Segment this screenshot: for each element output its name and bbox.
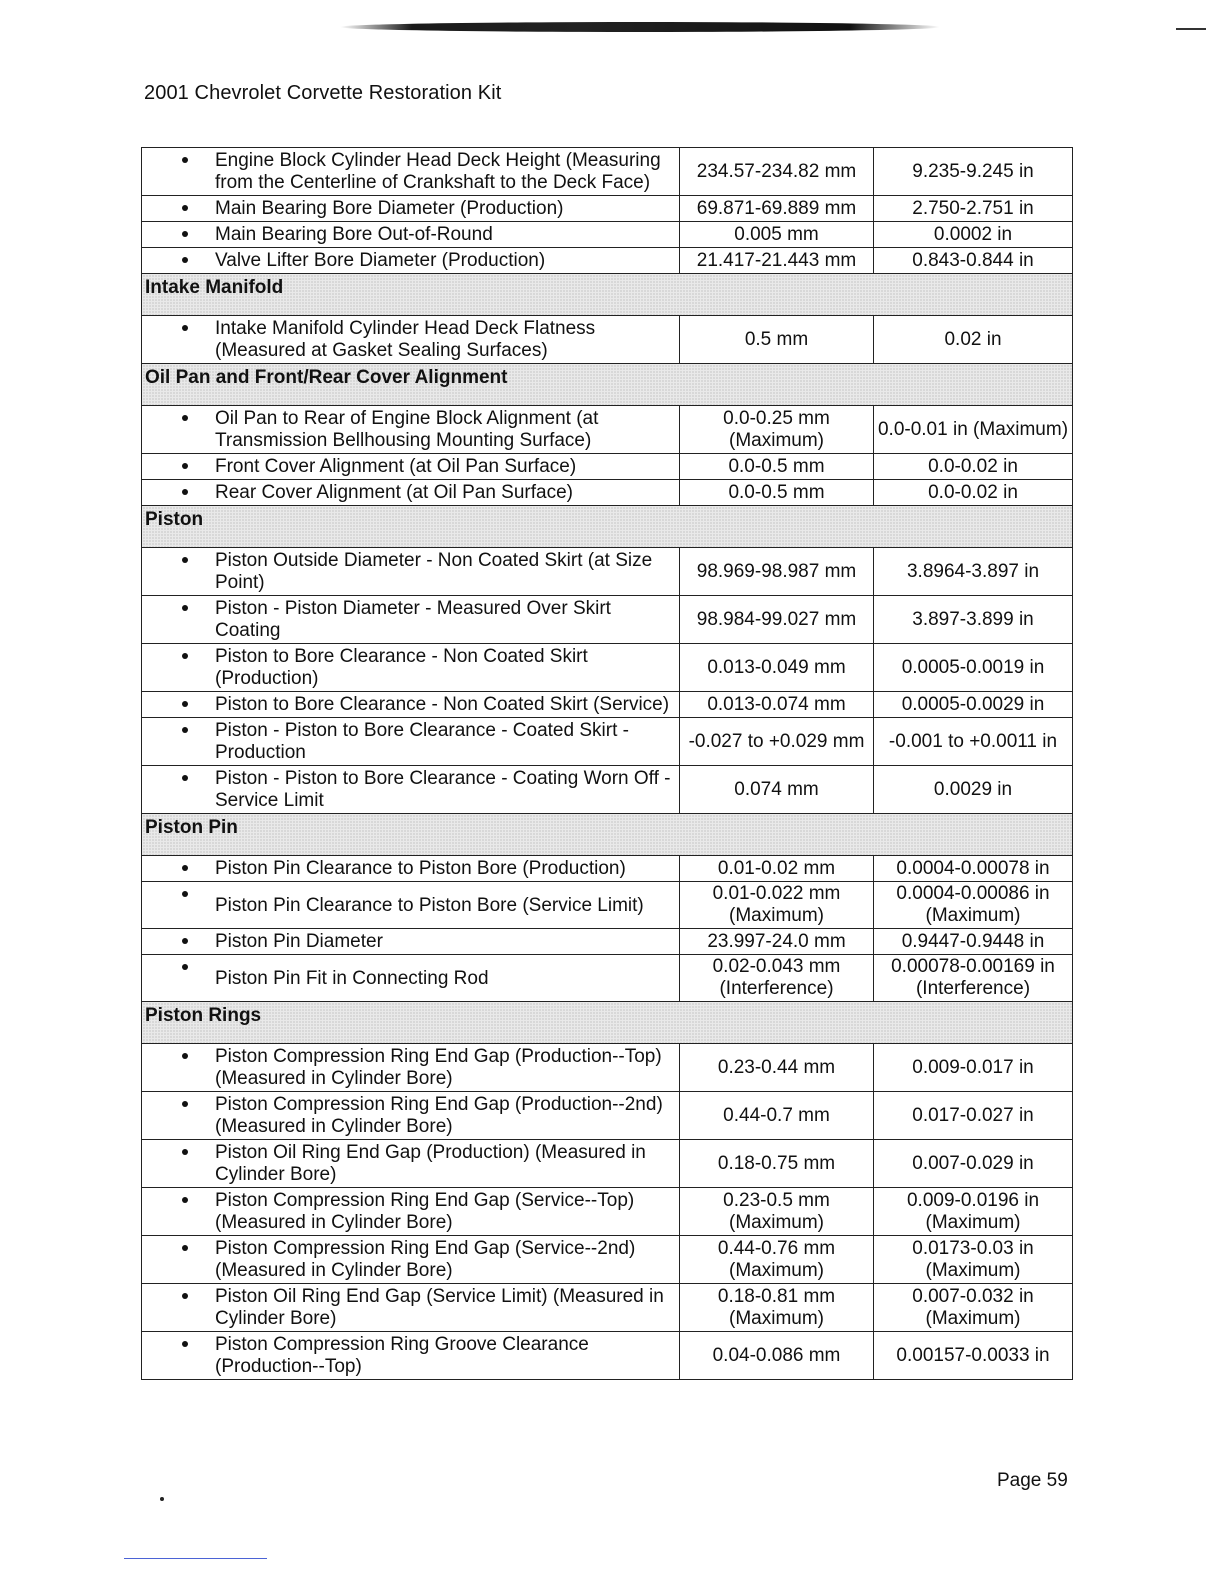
- metric-value: 0.44-0.76 mm (Maximum): [680, 1236, 874, 1284]
- spec-item-cell: [142, 882, 680, 929]
- page-number: Page 59: [997, 1470, 1068, 1491]
- english-value: 3.897-3.899 in: [874, 596, 1073, 644]
- bullet-icon: [182, 1293, 188, 1299]
- metric-value: 98.984-99.027 mm: [680, 596, 874, 644]
- spec-item-label: Piston Pin Clearance to Piston Bore (Service Limit): [215, 894, 644, 916]
- spec-item-label: Intake Manifold Cylinder Head Deck Flatness (Measured at Gasket Sealing Surfaces): [215, 318, 596, 361]
- table-row: [142, 882, 1073, 929]
- section-heading: Piston: [142, 506, 1073, 548]
- spec-item-cell: [142, 248, 680, 274]
- spec-item-cell: [142, 1044, 680, 1092]
- table-row: [142, 222, 1073, 248]
- table-row: [142, 1188, 1073, 1236]
- spec-item-label: Piston Pin Diameter: [215, 931, 383, 952]
- bullet-icon: [182, 1101, 188, 1107]
- english-value: 0.0004-0.00078 in: [874, 856, 1073, 882]
- metric-value: 0.01-0.02 mm: [680, 856, 874, 882]
- table-row: [142, 406, 1073, 454]
- spec-item-cell: [142, 1140, 680, 1188]
- metric-value: 0.23-0.5 mm (Maximum): [680, 1188, 874, 1236]
- section-heading: Piston Rings: [142, 1002, 1073, 1044]
- english-value: 9.235-9.245 in: [874, 148, 1073, 196]
- metric-value: 0.18-0.75 mm: [680, 1140, 874, 1188]
- table-row: [142, 196, 1073, 222]
- spec-item-cell: [142, 1188, 680, 1236]
- scan-artifact-dot: [160, 1497, 164, 1501]
- spec-item-label: Piston - Piston to Bore Clearance - Coating Worn Off - Service Limit: [215, 768, 671, 811]
- spec-item-cell: [142, 766, 680, 814]
- specification-table-body: [142, 148, 1073, 1380]
- metric-value: 0.18-0.81 mm (Maximum): [680, 1284, 874, 1332]
- metric-value: 0.01-0.022 mm (Maximum): [680, 882, 874, 929]
- english-value: 0.00078-0.00169 in (Interference): [874, 955, 1073, 1002]
- spec-item-label: Piston Pin Fit in Connecting Rod: [215, 967, 489, 989]
- spec-item-label: Main Bearing Bore Diameter (Production): [215, 198, 564, 219]
- english-value: -0.001 to +0.0011 in: [874, 718, 1073, 766]
- metric-value: 0.013-0.074 mm: [680, 692, 874, 718]
- scan-artifact-dash: [1176, 28, 1206, 30]
- spec-item-label: Piston Oil Ring End Gap (Production) (Measured in Cylinder Bore): [215, 1142, 646, 1185]
- metric-value: 0.04-0.086 mm: [680, 1332, 874, 1380]
- english-value: 0.007-0.029 in: [874, 1140, 1073, 1188]
- table-row: [142, 718, 1073, 766]
- english-value: 0.009-0.0196 in (Maximum): [874, 1188, 1073, 1236]
- table-row: [142, 454, 1073, 480]
- table-row: [142, 1236, 1073, 1284]
- english-value: 0.007-0.032 in (Maximum): [874, 1284, 1073, 1332]
- english-value: 0.02 in: [874, 316, 1073, 364]
- bullet-icon: [182, 463, 188, 469]
- bullet-icon: [182, 653, 188, 659]
- section-header-row: [142, 1002, 1073, 1044]
- scan-artifact-underline: [124, 1558, 267, 1559]
- spec-item-cell: [142, 148, 680, 196]
- spec-item-cell: [142, 480, 680, 506]
- spec-item-label: Piston - Piston to Bore Clearance - Coated Skirt - Production: [215, 720, 629, 763]
- bullet-icon: [182, 1197, 188, 1203]
- spec-item-cell: [142, 316, 680, 364]
- scan-artifact-streak: [339, 22, 940, 32]
- spec-item-label: Valve Lifter Bore Diameter (Production): [215, 250, 546, 271]
- spec-item-cell: [142, 196, 680, 222]
- bullet-icon: [182, 489, 188, 495]
- table-row: [142, 644, 1073, 692]
- section-heading: Piston Pin: [142, 814, 1073, 856]
- table-row: [142, 596, 1073, 644]
- spec-item-label: Piston Compression Ring End Gap (Production--Top) (Measured in Cylinder Bore): [215, 1046, 662, 1089]
- table-row: [142, 955, 1073, 1002]
- bullet-icon: [182, 938, 188, 944]
- metric-value: 234.57-234.82 mm: [680, 148, 874, 196]
- spec-item-label: Piston Compression Ring End Gap (Service--2nd) (Measured in Cylinder Bore): [215, 1238, 636, 1281]
- english-value: 0.0029 in: [874, 766, 1073, 814]
- english-value: 0.0002 in: [874, 222, 1073, 248]
- bullet-icon: [182, 964, 188, 970]
- table-row: [142, 316, 1073, 364]
- spec-item-label: Oil Pan to Rear of Engine Block Alignment (at Transmission Bellhousing Mounting Surface): [215, 408, 599, 451]
- spec-item-label: Piston - Piston Diameter - Measured Over Skirt Coating: [215, 598, 611, 641]
- spec-item-label: Rear Cover Alignment (at Oil Pan Surface): [215, 482, 573, 503]
- english-value: 0.0005-0.0029 in: [874, 692, 1073, 718]
- english-value: 0.843-0.844 in: [874, 248, 1073, 274]
- metric-value: 0.02-0.043 mm (Interference): [680, 955, 874, 1002]
- spec-item-label: Piston to Bore Clearance - Non Coated Skirt (Service): [215, 694, 670, 715]
- section-header-row: [142, 814, 1073, 856]
- english-value: 0.0005-0.0019 in: [874, 644, 1073, 692]
- metric-value: 21.417-21.443 mm: [680, 248, 874, 274]
- table-row: [142, 1140, 1073, 1188]
- metric-value: 0.013-0.049 mm: [680, 644, 874, 692]
- table-row: [142, 856, 1073, 882]
- spec-item-label: Piston Compression Ring End Gap (Service--Top) (Measured in Cylinder Bore): [215, 1190, 635, 1233]
- bullet-icon: [182, 1245, 188, 1251]
- spec-item-cell: [142, 644, 680, 692]
- spec-item-label: Main Bearing Bore Out-of-Round: [215, 224, 493, 245]
- metric-value: 69.871-69.889 mm: [680, 196, 874, 222]
- english-value: 0.00157-0.0033 in: [874, 1332, 1073, 1380]
- english-value: 0.0173-0.03 in (Maximum): [874, 1236, 1073, 1284]
- spec-item-label: Piston to Bore Clearance - Non Coated Skirt (Production): [215, 646, 588, 689]
- english-value: 0.0-0.02 in: [874, 480, 1073, 506]
- bullet-icon: [182, 231, 188, 237]
- table-row: [142, 1284, 1073, 1332]
- bullet-icon: [182, 325, 188, 331]
- english-value: 0.009-0.017 in: [874, 1044, 1073, 1092]
- table-row: [142, 1332, 1073, 1380]
- spec-item-cell: [142, 1236, 680, 1284]
- spec-item-cell: [142, 1284, 680, 1332]
- table-row: [142, 766, 1073, 814]
- bullet-icon: [182, 415, 188, 421]
- section-heading: Oil Pan and Front/Rear Cover Alignment: [142, 364, 1073, 406]
- section-header-row: [142, 274, 1073, 316]
- spec-item-cell: [142, 596, 680, 644]
- bullet-icon: [182, 257, 188, 263]
- bullet-icon: [182, 891, 188, 897]
- english-value: 2.750-2.751 in: [874, 196, 1073, 222]
- metric-value: 0.0-0.5 mm: [680, 480, 874, 506]
- spec-item-cell: [142, 454, 680, 480]
- bullet-icon: [182, 865, 188, 871]
- table-row: [142, 1092, 1073, 1140]
- spec-item-cell: [142, 955, 680, 1002]
- bullet-icon: [182, 775, 188, 781]
- bullet-icon: [182, 157, 188, 163]
- bullet-icon: [182, 205, 188, 211]
- document-title: 2001 Chevrolet Corvette Restoration Kit: [144, 82, 502, 104]
- bullet-icon: [182, 1053, 188, 1059]
- english-value: 0.0-0.02 in: [874, 454, 1073, 480]
- spec-item-label: Piston Compression Ring Groove Clearance (Production--Top): [215, 1334, 589, 1377]
- spec-item-label: Front Cover Alignment (at Oil Pan Surface): [215, 456, 577, 477]
- table-row: [142, 929, 1073, 955]
- section-heading: Intake Manifold: [142, 274, 1073, 316]
- spec-item-cell: [142, 406, 680, 454]
- spec-item-cell: [142, 1092, 680, 1140]
- metric-value: 0.0-0.5 mm: [680, 454, 874, 480]
- spec-item-cell: [142, 1332, 680, 1380]
- bullet-icon: [182, 701, 188, 707]
- spec-item-cell: [142, 222, 680, 248]
- bullet-icon: [182, 605, 188, 611]
- metric-value: 0.005 mm: [680, 222, 874, 248]
- metric-value: 0.44-0.7 mm: [680, 1092, 874, 1140]
- spec-item-cell: [142, 692, 680, 718]
- spec-item-label: Engine Block Cylinder Head Deck Height (Measuring from the Centerline of Crankshaft to the Deck Face): [215, 150, 661, 193]
- metric-value: 0.074 mm: [680, 766, 874, 814]
- metric-value: 0.0-0.25 mm (Maximum): [680, 406, 874, 454]
- english-value: 3.8964-3.897 in: [874, 548, 1073, 596]
- spec-item-cell: [142, 548, 680, 596]
- bullet-icon: [182, 557, 188, 563]
- bullet-icon: [182, 1149, 188, 1155]
- spec-item-label: Piston Outside Diameter - Non Coated Skirt (at Size Point): [215, 550, 653, 593]
- metric-value: 98.969-98.987 mm: [680, 548, 874, 596]
- table-row: [142, 480, 1073, 506]
- table-row: [142, 248, 1073, 274]
- metric-value: 23.997-24.0 mm: [680, 929, 874, 955]
- english-value: 0.9447-0.9448 in: [874, 929, 1073, 955]
- metric-value: 0.23-0.44 mm: [680, 1044, 874, 1092]
- section-header-row: [142, 506, 1073, 548]
- metric-value: -0.027 to +0.029 mm: [680, 718, 874, 766]
- spec-item-cell: [142, 718, 680, 766]
- spec-item-label: Piston Compression Ring End Gap (Production--2nd) (Measured in Cylinder Bore): [215, 1094, 663, 1137]
- metric-value: 0.5 mm: [680, 316, 874, 364]
- english-value: 0.0-0.01 in (Maximum): [874, 406, 1073, 454]
- spec-item-label: Piston Oil Ring End Gap (Service Limit) (Measured in Cylinder Bore): [215, 1286, 664, 1329]
- bullet-icon: [182, 1341, 188, 1347]
- spec-item-label: Piston Pin Clearance to Piston Bore (Production): [215, 858, 626, 879]
- specification-table: [141, 147, 1073, 1380]
- table-row: [142, 692, 1073, 718]
- section-header-row: [142, 364, 1073, 406]
- table-row: [142, 1044, 1073, 1092]
- table-row: [142, 548, 1073, 596]
- table-row: [142, 148, 1073, 196]
- bullet-icon: [182, 727, 188, 733]
- english-value: 0.017-0.027 in: [874, 1092, 1073, 1140]
- english-value: 0.0004-0.00086 in (Maximum): [874, 882, 1073, 929]
- spec-item-cell: [142, 856, 680, 882]
- spec-item-cell: [142, 929, 680, 955]
